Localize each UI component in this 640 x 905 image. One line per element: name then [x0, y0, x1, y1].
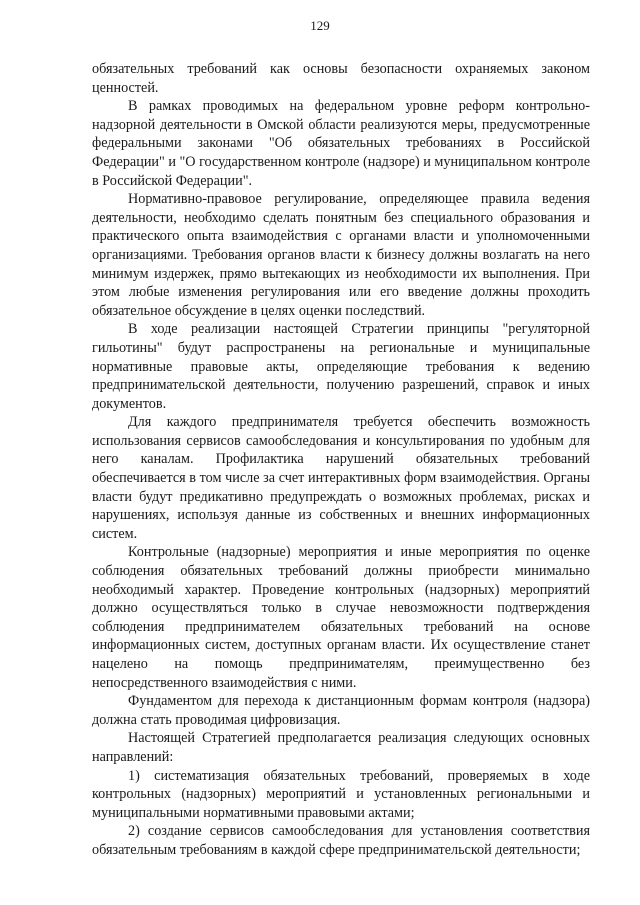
- paragraph-1: обязательных требований как основы безопасности охраняемых законом ценностей.: [92, 61, 590, 96]
- paragraph-5: Для каждого предпринимателя требуется обеспечить возможность использования сервисов самообследования и консультирования по удобным для него каналам. Профилактика нарушений обязательных требований обеспечивается в том числе за счет интерактивных форм взаимодействия. Органы власти будут предикативно предупреждать о возможных проблемах, рисках и нарушениях, используя данные из собственных и внешних информационных систем.: [92, 414, 590, 542]
- document-body: [92, 60, 590, 860]
- list-item-2: 2) создание сервисов самообследования для установления соответствия обязательным требованиям в каждой сфере предпринимательской деятельности;: [92, 823, 590, 858]
- paragraph-8: Настоящей Стратегией предполагается реализация следующих основных направлений:: [92, 730, 590, 765]
- paragraph-6: Контрольные (надзорные) мероприятия и иные мероприятия по оценке соблюдения обязательных требований должны приобрести минимально необходимый характер. Проведение контрольных (надзорных) мероприятий должно осуществляться только в случае невозможности подтверждения соблюдения предпринимателем обязательных требований на основе информационных систем, доступных органам власти. Их осуществление станет нацелено на помощь предпринимателям, преимущественно без непосредственного взаимодействия с ними.: [92, 544, 590, 691]
- paragraph-4: В ходе реализации настоящей Стратегии принципы "регуляторной гильотины" будут распространены на региональные и муниципальные нормативные правовые акты, определяющие требования к ведению предпринимательской деятельности, получению разрешений, справок и иных документов.: [92, 321, 590, 412]
- paragraph-3: Нормативно-правовое регулирование, определяющее правила ведения деятельности, необходимо сделать понятным без специального образования и практического опыта взаимодействия с органами власти и уполномоченными организациями. Требования органов власти к бизнесу должны возлагать на него минимум издержек, прямо вытекающих из необходимости их выполнения. При этом любые изменения регулирования или его введение должны проходить обязательное обсуждение в целях оценки последствий.: [92, 191, 590, 319]
- paragraph-7: Фундаментом для перехода к дистанционным формам контроля (надзора) должна стать проводимая цифровизация.: [92, 693, 590, 728]
- page-number: 129: [310, 18, 330, 33]
- list-item-1: 1) систематизация обязательных требований, проверяемых в ходе контрольных (надзорных) мероприятий и установленных региональными и муниципальными нормативными правовыми актами;: [92, 767, 590, 821]
- paragraph-2: В рамках проводимых на федеральном уровне реформ контрольно-надзорной деятельности в Омской области реализуются меры, предусмотренные федеральными законами "Об обязательных требованиях в Российской Федерации" и "О государственном контроле (надзоре) и муниципальном контроле в Российской Федерации".: [92, 98, 590, 189]
